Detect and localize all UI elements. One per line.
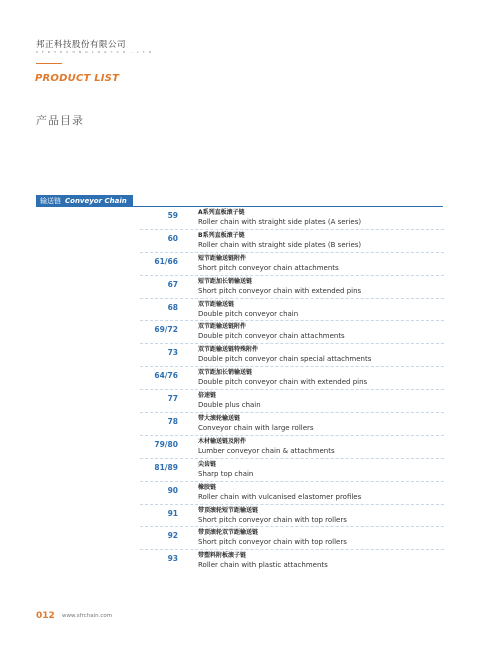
list-item[interactable] (140, 390, 444, 413)
product-name-en: Short pitch conveyor chain with top rollers (198, 515, 347, 524)
product-names (198, 484, 361, 502)
product-name-cn: 短节距加长销输送链 (198, 277, 253, 285)
list-item[interactable] (140, 436, 444, 459)
product-name-cn: 橡胶链 (198, 483, 217, 491)
product-name-en: Roller chain with vulcanised elastomer profiles (198, 492, 362, 501)
list-item[interactable] (140, 253, 444, 276)
product-name-cn: 带大滚轮输送链 (198, 415, 241, 423)
page-ref: 77 (167, 394, 178, 404)
product-name-en: Sharp top chain (198, 469, 254, 478)
product-names (198, 346, 371, 364)
product-name-en: Double plus chain (198, 401, 261, 410)
list-item[interactable] (140, 527, 444, 550)
product-names (198, 209, 361, 227)
page-ref: 61/66 (154, 256, 178, 266)
product-name-cn: 双节距加长销输送链 (198, 369, 253, 377)
page-title: 产品目录 (36, 114, 84, 127)
list-item[interactable] (140, 299, 444, 322)
product-name-en: Short pitch conveyor chain with extended pins (198, 286, 362, 295)
category-header (36, 195, 133, 207)
page-ref: 73 (167, 348, 178, 358)
header-accent-rule (36, 63, 62, 64)
product-names (198, 323, 345, 341)
list-item[interactable] (140, 459, 444, 482)
product-names (198, 461, 253, 479)
product-name-cn: 木材输送链及附件 (198, 437, 247, 445)
product-list (140, 207, 444, 573)
product-names (198, 552, 328, 570)
product-names (198, 529, 347, 547)
product-names (198, 232, 361, 250)
page-ref: 81/89 (154, 462, 178, 472)
product-name-cn: 双节距输送链特殊附件 (198, 346, 259, 354)
list-item[interactable] (140, 321, 444, 344)
product-name-en: Roller chain with straight side plates (B series) (198, 240, 362, 249)
product-name-cn: 双节距输送链附件 (198, 323, 247, 331)
list-item[interactable] (140, 207, 444, 230)
product-name-cn: 双节距输送链 (198, 300, 235, 308)
list-item[interactable] (140, 482, 444, 505)
product-name-en: Double pitch conveyor chain with extended pins (198, 378, 368, 387)
product-name-en: Double pitch conveyor chain (198, 309, 299, 318)
product-name-cn: A系列直板滚子链 (198, 209, 245, 216)
product-name-cn: B系列直板滚子链 (198, 231, 245, 239)
product-names (198, 255, 339, 273)
page-number: 012 (36, 611, 55, 621)
product-names (198, 369, 367, 387)
page-ref: 59 (167, 211, 178, 220)
company-name-en: S F R T E C H N O L O G Y C O ., L T D (36, 50, 153, 54)
product-name-en: Double pitch conveyor chain special attachments (198, 355, 372, 364)
product-name-en: Short pitch conveyor chain attachments (198, 263, 339, 272)
list-item[interactable] (140, 550, 444, 573)
product-name-en: Roller chain with straight side plates (A series) (198, 218, 362, 226)
page-ref: 92 (167, 531, 178, 541)
company-name: 邦正科技股份有限公司 (36, 40, 127, 50)
product-name-en: Roller chain with plastic attachments (198, 561, 328, 570)
product-names (198, 507, 347, 525)
page-ref: 91 (167, 508, 178, 518)
product-name-cn: 带顶滚轮双节距输送链 (198, 529, 259, 537)
product-names (198, 278, 361, 296)
website-url: www.sfrchain.com (62, 613, 113, 619)
page-ref: 60 (167, 233, 178, 243)
page-ref: 64/76 (154, 371, 178, 381)
product-names (198, 301, 298, 319)
product-name-cn: 带顶滚轮短节距输送链 (198, 506, 259, 514)
list-item[interactable] (140, 367, 444, 390)
list-item[interactable] (140, 276, 444, 299)
list-item[interactable] (140, 505, 444, 528)
category-label-en: Conveyor Chain (65, 197, 127, 205)
page-ref: 67 (167, 279, 178, 289)
product-name-en: Lumber conveyor chain & attachments (198, 446, 335, 455)
page-ref: 69/72 (154, 325, 178, 335)
category-label-cn: 输送链 (40, 197, 61, 205)
product-names (198, 415, 314, 433)
product-names (198, 438, 335, 456)
list-item[interactable] (140, 413, 444, 436)
product-name-en: Short pitch conveyor chain with top rollers (198, 538, 347, 547)
list-item[interactable] (140, 230, 444, 253)
product-name-cn: 带塑料附板滚子链 (198, 552, 247, 560)
product-name-en: Double pitch conveyor chain attachments (198, 332, 345, 341)
product-name-cn: 短节距输送链附件 (198, 254, 247, 262)
product-names (198, 392, 261, 410)
page-ref: 78 (167, 417, 178, 427)
product-name-cn: 尖齿链 (198, 460, 217, 468)
page-ref: 90 (167, 485, 178, 495)
list-item[interactable] (140, 344, 444, 367)
page-ref: 79/80 (154, 439, 178, 449)
product-name-en: Conveyor chain with large rollers (198, 424, 314, 433)
section-title: PRODUCT LIST (35, 73, 120, 84)
page-ref: 93 (167, 554, 178, 564)
page-ref: 68 (167, 302, 178, 312)
product-name-cn: 倍速链 (198, 392, 217, 400)
